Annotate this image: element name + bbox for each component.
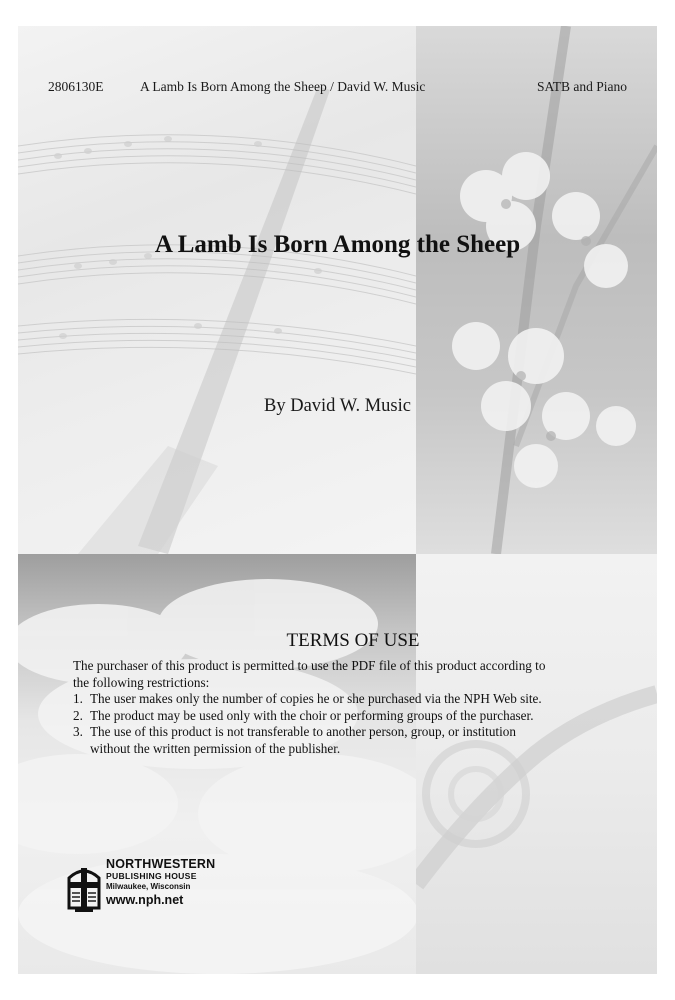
terms-item-text: The user makes only the number of copies he or she purchased via the NPH Web site.: [90, 691, 542, 706]
terms-intro-line-2: the following restrictions:: [73, 674, 210, 690]
apple-blossoms-background: [416, 26, 657, 554]
terms-item-number: 2.: [73, 707, 83, 723]
publisher-city: Milwaukee, Wisconsin: [106, 882, 191, 891]
header-title-credit: A Lamb Is Born Among the Sheep / David W. Music: [140, 79, 426, 94]
terms-item: [73, 691, 613, 708]
terms-item-number: 3.: [73, 724, 83, 739]
sheet-music-image: [18, 26, 416, 554]
terms-item: [73, 708, 613, 725]
violin-scroll-image: [416, 554, 657, 974]
voicing-label: SATB and Piano: [536, 79, 627, 94]
publisher-website-link[interactable]: www.nph.net: [106, 893, 184, 907]
terms-intro-line-1: The purchaser of this product is permitted to use the PDF file of this product according to: [73, 658, 546, 673]
catalog-number: 2806130E: [48, 79, 104, 94]
header-row: [0, 78, 675, 96]
terms-item-text: The use of this product is not transferable to another person, group, or institution: [90, 724, 516, 739]
cross-emblem-icon: [66, 860, 102, 914]
violin-scroll-background: [416, 554, 657, 974]
terms-item-text: The product may be used only with the choir or performing groups of the purchaser.: [90, 707, 534, 723]
terms-item: [73, 724, 613, 757]
sheet-music-background: [18, 26, 416, 554]
publisher-logo: [66, 858, 236, 918]
apple-blossoms-image: [416, 26, 657, 554]
publisher-name-line-1: NORTHWESTERN: [106, 857, 216, 871]
publisher-name-line-2: PUBLISHING HOUSE: [106, 871, 197, 881]
terms-of-use: [73, 628, 613, 757]
terms-heading: TERMS OF USE: [286, 630, 420, 651]
page-title: A Lamb Is Born Among the Sheep: [154, 231, 521, 258]
terms-intro: [73, 658, 613, 691]
terms-item-number: 1.: [73, 691, 83, 706]
publisher-text: [106, 858, 215, 907]
terms-item-text-continued: without the written permission of the publisher.: [90, 740, 341, 756]
composer-line: By David W. Music: [264, 396, 411, 416]
terms-list: [73, 691, 613, 757]
